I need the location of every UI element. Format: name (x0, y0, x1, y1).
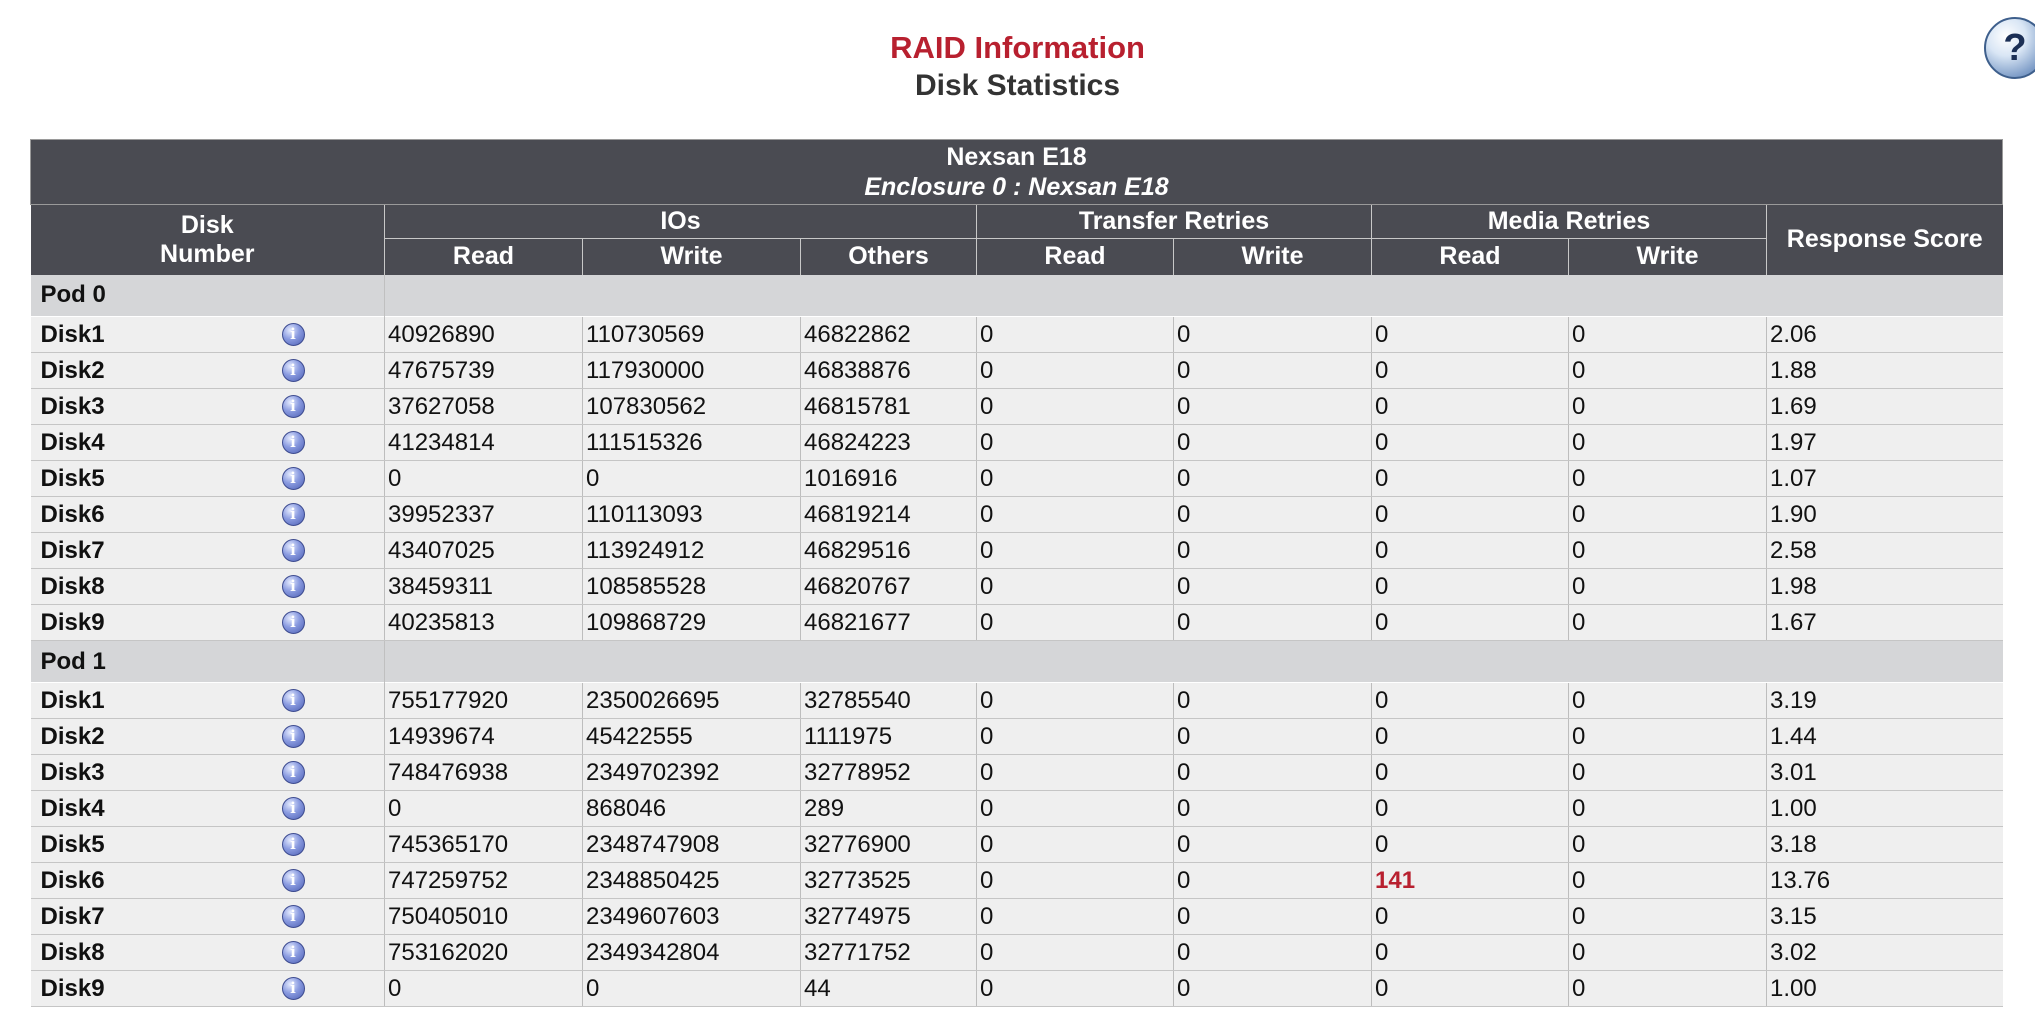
cell-score: 3.15 (1767, 899, 2003, 935)
cell-tr-write: 0 (1174, 497, 1372, 533)
disk-name-cell (31, 755, 385, 791)
table-row (31, 971, 2003, 1007)
cell-mr-write: 0 (1569, 461, 1767, 497)
cell-tr-write: 0 (1174, 425, 1372, 461)
cell-tr-read: 0 (977, 719, 1174, 755)
table-row (31, 683, 2003, 719)
table-row (31, 497, 2003, 533)
cell-io-write: 107830562 (583, 389, 801, 425)
disk-name: Disk4 (40, 794, 105, 822)
info-icon[interactable]: i (282, 611, 305, 634)
cell-tr-read: 0 (977, 605, 1174, 641)
cell-tr-write: 0 (1174, 353, 1372, 389)
cell-mr-write: 0 (1569, 317, 1767, 353)
disk-name-cell (31, 935, 385, 971)
cell-mr-write: 0 (1569, 971, 1767, 1007)
disk-name-cell (31, 863, 385, 899)
cell-io-others: 32785540 (801, 683, 977, 719)
disk-name-cell (31, 317, 385, 353)
disk-name-cell (31, 683, 385, 719)
disk-name: Disk4 (40, 428, 105, 456)
cell-io-others: 32774975 (801, 899, 977, 935)
cell-io-write: 2349702392 (583, 755, 801, 791)
col-ios-write: Write (583, 239, 801, 275)
enclosure-header (31, 140, 2003, 205)
cell-io-read: 753162020 (385, 935, 583, 971)
cell-io-read: 37627058 (385, 389, 583, 425)
disk-name-cell (31, 971, 385, 1007)
cell-score: 1.00 (1767, 791, 2003, 827)
cell-io-read: 40926890 (385, 317, 583, 353)
cell-score: 1.67 (1767, 605, 2003, 641)
cell-mr-read: 0 (1372, 899, 1569, 935)
disk-name-cell (31, 425, 385, 461)
cell-io-write: 868046 (583, 791, 801, 827)
table-row (31, 353, 2003, 389)
cell-io-others: 32778952 (801, 755, 977, 791)
info-icon[interactable]: i (282, 833, 305, 856)
table-row (31, 569, 2003, 605)
cell-tr-write: 0 (1174, 863, 1372, 899)
table-row (31, 719, 2003, 755)
cell-io-read: 0 (385, 971, 583, 1007)
cell-tr-read: 0 (977, 353, 1174, 389)
cell-score: 1.69 (1767, 389, 2003, 425)
disk-name: Disk1 (40, 320, 105, 348)
disk-name: Disk2 (40, 356, 105, 384)
cell-mr-read: 0 (1372, 569, 1569, 605)
cell-mr-write: 0 (1569, 497, 1767, 533)
cell-tr-read: 0 (977, 755, 1174, 791)
cell-mr-read: 0 (1372, 461, 1569, 497)
cell-mr-write: 0 (1569, 533, 1767, 569)
col-disk-number (31, 205, 385, 275)
enclosure-name: Enclosure 0 : Nexsan E18 (864, 173, 1169, 201)
cell-io-read: 41234814 (385, 425, 583, 461)
cell-io-read: 750405010 (385, 899, 583, 935)
cell-score: 2.06 (1767, 317, 2003, 353)
cell-mr-write: 0 (1569, 425, 1767, 461)
col-media-write: Write (1569, 239, 1767, 275)
page-title: RAID Information (890, 30, 1145, 65)
table-row (31, 605, 2003, 641)
cell-io-read: 745365170 (385, 827, 583, 863)
cell-mr-read: 0 (1372, 719, 1569, 755)
cell-score: 3.19 (1767, 683, 2003, 719)
col-disk-number-line1: Disk (180, 210, 234, 239)
cell-tr-read: 0 (977, 971, 1174, 1007)
cell-io-read: 47675739 (385, 353, 583, 389)
cell-mr-read: 0 (1372, 389, 1569, 425)
cell-mr-write: 0 (1569, 605, 1767, 641)
cell-io-write: 109868729 (583, 605, 801, 641)
cell-tr-write: 0 (1174, 899, 1372, 935)
cell-mr-write: 0 (1569, 827, 1767, 863)
cell-tr-read: 0 (977, 683, 1174, 719)
disk-name: Disk8 (40, 572, 105, 600)
disk-name-cell (31, 389, 385, 425)
cell-tr-write: 0 (1174, 605, 1372, 641)
cell-score: 2.58 (1767, 533, 2003, 569)
cell-tr-write: 0 (1174, 389, 1372, 425)
cell-tr-write: 0 (1174, 935, 1372, 971)
disk-name: Disk3 (40, 758, 105, 786)
col-group-transfer-retries: Transfer Retries (977, 205, 1372, 239)
cell-score: 3.02 (1767, 935, 2003, 971)
cell-tr-write: 0 (1174, 317, 1372, 353)
cell-mr-read: 0 (1372, 971, 1569, 1007)
table-row (31, 461, 2003, 497)
table-row (31, 935, 2003, 971)
cell-mr-read: 0 (1372, 755, 1569, 791)
cell-score: 1.07 (1767, 461, 2003, 497)
cell-tr-write: 0 (1174, 755, 1372, 791)
table-body (31, 275, 2003, 1007)
cell-io-read: 0 (385, 791, 583, 827)
cell-io-read: 747259752 (385, 863, 583, 899)
cell-mr-read: 141 (1372, 863, 1569, 899)
pod-row-filler (385, 641, 2003, 683)
disk-name-cell (31, 719, 385, 755)
cell-io-others: 46829516 (801, 533, 977, 569)
disk-name-cell (31, 497, 385, 533)
cell-io-write: 2348850425 (583, 863, 801, 899)
cell-mr-write: 0 (1569, 683, 1767, 719)
cell-tr-write: 0 (1174, 683, 1372, 719)
table-row (31, 791, 2003, 827)
cell-score: 1.98 (1767, 569, 2003, 605)
cell-io-write: 108585528 (583, 569, 801, 605)
cell-io-others: 44 (801, 971, 977, 1007)
cell-tr-read: 0 (977, 827, 1174, 863)
info-icon[interactable]: i (282, 431, 305, 454)
disk-name-cell (31, 569, 385, 605)
cell-mr-write: 0 (1569, 791, 1767, 827)
disk-name: Disk3 (40, 392, 105, 420)
cell-tr-write: 0 (1174, 533, 1372, 569)
cell-mr-write: 0 (1569, 899, 1767, 935)
cell-tr-read: 0 (977, 497, 1174, 533)
pod-row (31, 275, 2003, 317)
cell-tr-read: 0 (977, 935, 1174, 971)
cell-mr-write: 0 (1569, 719, 1767, 755)
cell-io-others: 46815781 (801, 389, 977, 425)
cell-mr-write: 0 (1569, 389, 1767, 425)
disk-name: Disk7 (40, 902, 105, 930)
cell-mr-write: 0 (1569, 353, 1767, 389)
cell-io-write: 45422555 (583, 719, 801, 755)
cell-io-read: 14939674 (385, 719, 583, 755)
disk-name-cell (31, 533, 385, 569)
info-icon[interactable]: i (282, 503, 305, 526)
col-disk-number-line2: Number (160, 239, 255, 268)
cell-tr-read: 0 (977, 863, 1174, 899)
info-icon[interactable]: i (282, 797, 305, 820)
cell-io-others: 46838876 (801, 353, 977, 389)
table-row (31, 827, 2003, 863)
cell-score: 1.00 (1767, 971, 2003, 1007)
cell-score: 1.88 (1767, 353, 2003, 389)
disk-name-cell (31, 605, 385, 641)
cell-score: 3.18 (1767, 827, 2003, 863)
disk-name-cell (31, 353, 385, 389)
cell-tr-read: 0 (977, 389, 1174, 425)
cell-io-read: 0 (385, 461, 583, 497)
info-icon[interactable]: i (282, 941, 305, 964)
disk-statistics-table (30, 139, 2003, 1007)
cell-tr-write: 0 (1174, 569, 1372, 605)
info-icon[interactable]: i (282, 359, 305, 382)
cell-io-read: 39952337 (385, 497, 583, 533)
cell-io-write: 113924912 (583, 533, 801, 569)
cell-io-others: 46819214 (801, 497, 977, 533)
cell-tr-write: 0 (1174, 827, 1372, 863)
cell-tr-read: 0 (977, 899, 1174, 935)
col-transfer-read: Read (977, 239, 1174, 275)
col-response-score: Response Score (1767, 205, 2003, 275)
page-subtitle: Disk Statistics (914, 69, 1121, 102)
info-icon[interactable]: i (282, 467, 305, 490)
cell-io-read: 748476938 (385, 755, 583, 791)
info-icon[interactable]: i (282, 977, 305, 1000)
cell-tr-read: 0 (977, 317, 1174, 353)
col-group-ios: IOs (385, 205, 977, 239)
info-icon[interactable]: i (282, 575, 305, 598)
disk-name: Disk6 (40, 500, 105, 528)
pod-label: Pod 1 (31, 641, 385, 683)
pod-row-filler (385, 275, 2003, 317)
table-row (31, 389, 2003, 425)
col-transfer-write: Write (1174, 239, 1372, 275)
cell-io-others: 289 (801, 791, 977, 827)
info-icon[interactable]: i (282, 761, 305, 784)
cell-mr-read: 0 (1372, 935, 1569, 971)
disk-name: Disk1 (40, 686, 105, 714)
device-name: Nexsan E18 (946, 143, 1087, 171)
cell-tr-read: 0 (977, 425, 1174, 461)
cell-io-write: 117930000 (583, 353, 801, 389)
cell-io-write: 0 (583, 461, 801, 497)
cell-tr-write: 0 (1174, 791, 1372, 827)
disk-name: Disk9 (40, 974, 105, 1002)
disk-name-cell (31, 461, 385, 497)
cell-score: 1.90 (1767, 497, 2003, 533)
col-ios-others: Others (801, 239, 977, 275)
cell-tr-read: 0 (977, 569, 1174, 605)
cell-score: 1.44 (1767, 719, 2003, 755)
disk-name: Disk5 (40, 464, 105, 492)
info-icon[interactable]: i (282, 725, 305, 748)
cell-mr-read: 0 (1372, 791, 1569, 827)
cell-tr-write: 0 (1174, 719, 1372, 755)
cell-mr-read: 0 (1372, 317, 1569, 353)
cell-io-others: 32771752 (801, 935, 977, 971)
cell-io-write: 2349342804 (583, 935, 801, 971)
cell-score: 1.97 (1767, 425, 2003, 461)
cell-io-write: 0 (583, 971, 801, 1007)
cell-io-read: 40235813 (385, 605, 583, 641)
cell-tr-read: 0 (977, 791, 1174, 827)
cell-io-write: 2348747908 (583, 827, 801, 863)
cell-mr-write: 0 (1569, 755, 1767, 791)
cell-io-write: 110730569 (583, 317, 801, 353)
cell-score: 13.76 (1767, 863, 2003, 899)
info-icon[interactable]: i (282, 395, 305, 418)
cell-io-read: 755177920 (385, 683, 583, 719)
info-icon[interactable]: i (282, 689, 305, 712)
cell-io-others: 1111975 (801, 719, 977, 755)
cell-mr-read: 0 (1372, 827, 1569, 863)
pod-row (31, 641, 2003, 683)
cell-mr-write: 0 (1569, 935, 1767, 971)
disk-name: Disk2 (40, 722, 105, 750)
disk-name-cell (31, 827, 385, 863)
cell-io-read: 43407025 (385, 533, 583, 569)
table-row (31, 425, 2003, 461)
cell-io-write: 110113093 (583, 497, 801, 533)
disk-name: Disk8 (40, 938, 105, 966)
cell-mr-write: 0 (1569, 569, 1767, 605)
cell-io-others: 32773525 (801, 863, 977, 899)
cell-mr-read: 0 (1372, 353, 1569, 389)
cell-tr-write: 0 (1174, 461, 1372, 497)
cell-mr-write: 0 (1569, 863, 1767, 899)
cell-mr-read: 0 (1372, 605, 1569, 641)
disk-name-cell (31, 791, 385, 827)
table-row (31, 755, 2003, 791)
info-icon[interactable]: i (282, 869, 305, 892)
cell-io-others: 32776900 (801, 827, 977, 863)
cell-io-write: 2350026695 (583, 683, 801, 719)
pod-label: Pod 0 (31, 275, 385, 317)
cell-io-others: 1016916 (801, 461, 977, 497)
info-icon[interactable]: i (282, 323, 305, 346)
cell-tr-read: 0 (977, 533, 1174, 569)
cell-io-others: 46821677 (801, 605, 977, 641)
table-row (31, 899, 2003, 935)
disk-name: Disk5 (40, 830, 105, 858)
table-row (31, 533, 2003, 569)
table-row (31, 317, 2003, 353)
cell-tr-read: 0 (977, 461, 1174, 497)
info-icon[interactable]: i (282, 539, 305, 562)
cell-mr-read: 0 (1372, 533, 1569, 569)
cell-mr-read: 0 (1372, 683, 1569, 719)
cell-io-others: 46824223 (801, 425, 977, 461)
disk-name-cell (31, 899, 385, 935)
table-row (31, 863, 2003, 899)
col-media-read: Read (1372, 239, 1569, 275)
help-icon[interactable]: ? (1984, 17, 2035, 79)
disk-name: Disk7 (40, 536, 105, 564)
cell-io-write: 111515326 (583, 425, 801, 461)
cell-io-write: 2349607603 (583, 899, 801, 935)
cell-score: 3.01 (1767, 755, 2003, 791)
cell-mr-read: 0 (1372, 425, 1569, 461)
disk-name: Disk6 (40, 866, 105, 894)
cell-mr-read: 0 (1372, 497, 1569, 533)
info-icon[interactable]: i (282, 905, 305, 928)
cell-io-read: 38459311 (385, 569, 583, 605)
cell-io-others: 46820767 (801, 569, 977, 605)
col-ios-read: Read (385, 239, 583, 275)
col-group-media-retries: Media Retries (1372, 205, 1767, 239)
cell-tr-write: 0 (1174, 971, 1372, 1007)
cell-io-others: 46822862 (801, 317, 977, 353)
disk-name: Disk9 (40, 608, 105, 636)
page-header (0, 28, 2035, 104)
